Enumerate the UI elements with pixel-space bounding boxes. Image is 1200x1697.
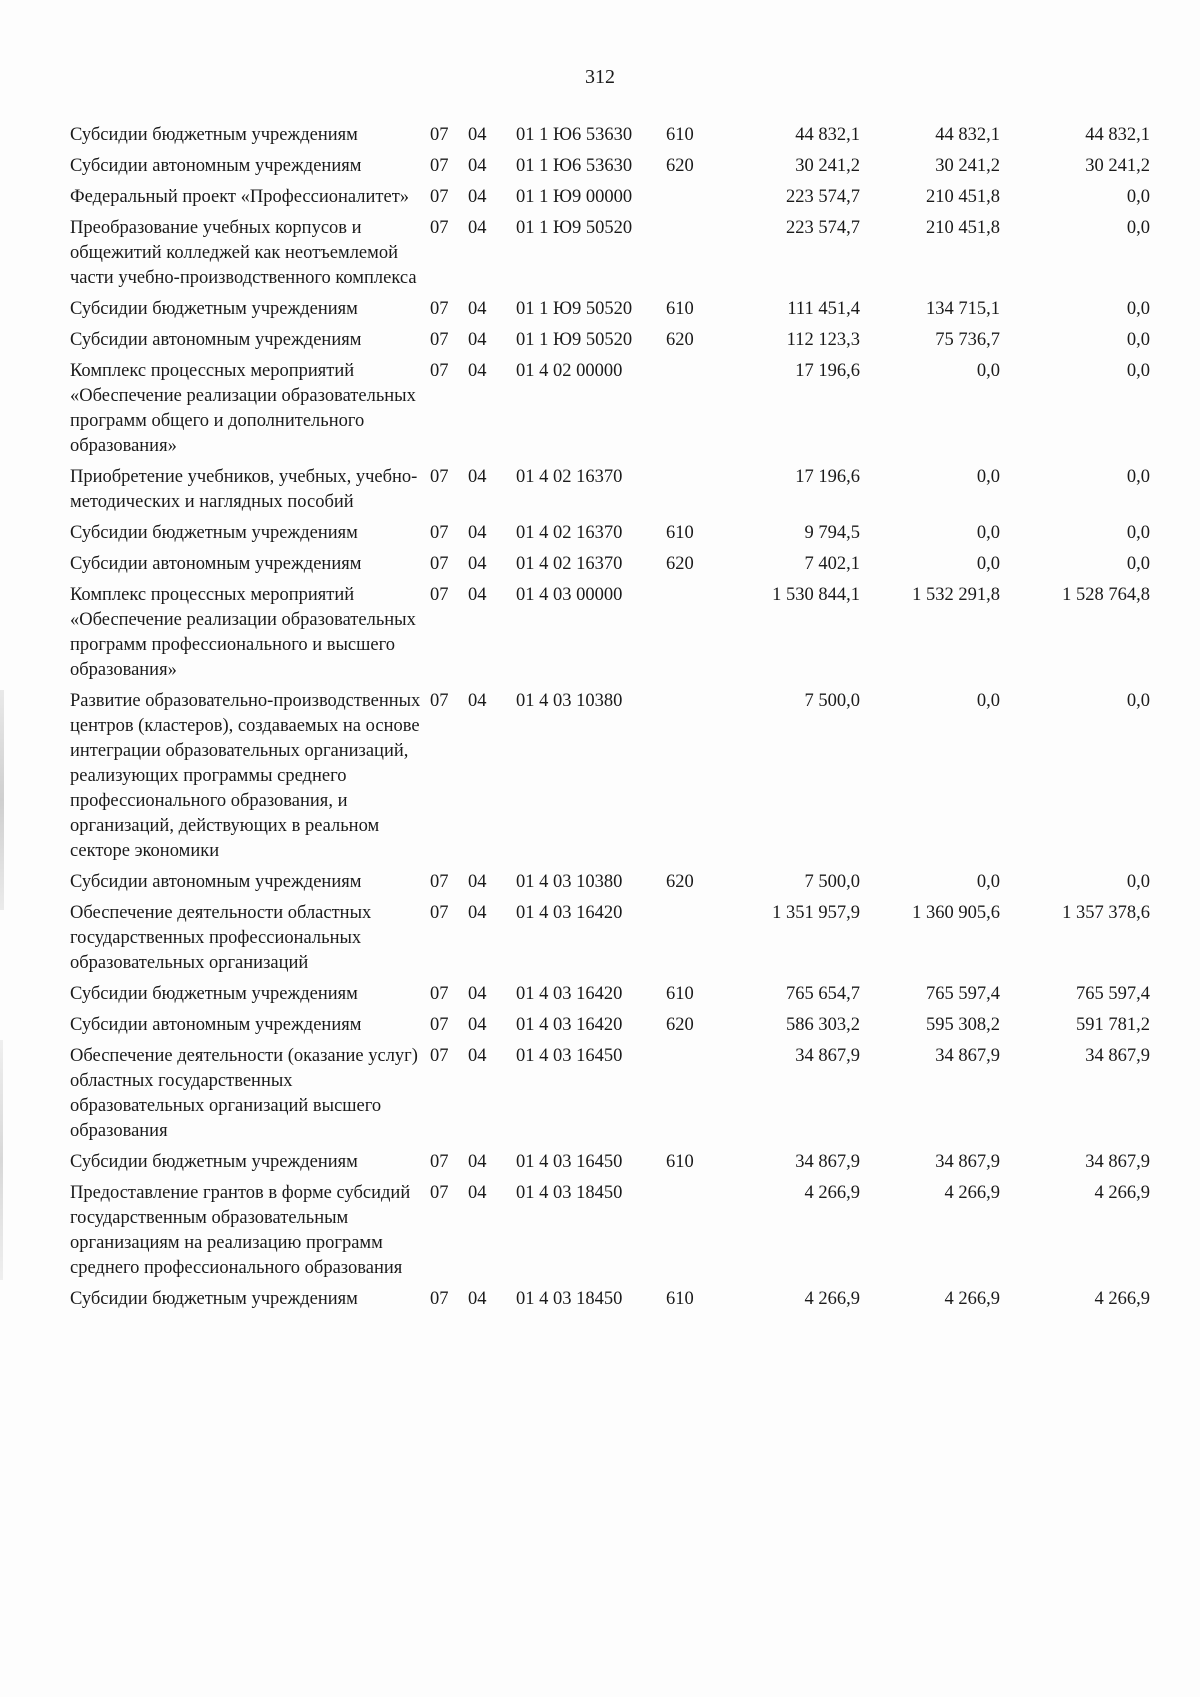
row-amount-year-2: 0,0 bbox=[976, 467, 1000, 487]
row-amount-year-1: 586 303,2 bbox=[786, 1015, 860, 1035]
row-target-article-code: 01 4 03 16420 bbox=[516, 903, 623, 923]
row-expense-type-code: 610 bbox=[666, 984, 694, 1004]
row-amount-year-3: 765 597,4 bbox=[1076, 984, 1150, 1004]
row-amount-year-3: 30 241,2 bbox=[1085, 156, 1150, 176]
row-name: Субсидии автономным учреждениям bbox=[70, 156, 362, 176]
table-row bbox=[70, 580, 1150, 686]
row-expense-type-code: 620 bbox=[666, 330, 694, 350]
row-amount-year-1: 765 654,7 bbox=[786, 984, 860, 1004]
row-section-code: 07 bbox=[430, 299, 449, 319]
row-subsection-code: 04 bbox=[468, 330, 487, 350]
row-amount-year-2: 134 715,1 bbox=[926, 299, 1000, 319]
table-row bbox=[70, 1010, 1150, 1041]
row-subsection-code: 04 bbox=[468, 691, 487, 711]
row-amount-year-1: 7 500,0 bbox=[804, 872, 860, 892]
table-row bbox=[70, 182, 1150, 213]
row-name: Комплекс процессных мероприятий «Обеспечение реализации образовательных программ профессионального и высшего образования» bbox=[70, 585, 416, 680]
row-amount-year-3: 1 528 764,8 bbox=[1062, 585, 1150, 605]
row-amount-year-3: 0,0 bbox=[1126, 691, 1150, 711]
table-row bbox=[70, 898, 1150, 979]
row-target-article-code: 01 4 03 18450 bbox=[516, 1183, 623, 1203]
row-amount-year-2: 34 867,9 bbox=[935, 1152, 1000, 1172]
row-amount-year-3: 34 867,9 bbox=[1085, 1046, 1150, 1066]
row-amount-year-2: 1 360 905,6 bbox=[912, 903, 1000, 923]
row-amount-year-3: 0,0 bbox=[1126, 330, 1150, 350]
row-target-article-code: 01 4 03 10380 bbox=[516, 691, 623, 711]
table-row bbox=[70, 120, 1150, 151]
row-expense-type-code bbox=[666, 1178, 720, 1284]
row-amount-year-2: 0,0 bbox=[976, 523, 1000, 543]
page-number: 312 bbox=[585, 66, 615, 88]
row-section-code: 07 bbox=[430, 156, 449, 176]
row-section-code: 07 bbox=[430, 585, 449, 605]
row-target-article-code: 01 4 03 16450 bbox=[516, 1046, 623, 1066]
row-amount-year-1: 112 123,3 bbox=[786, 330, 860, 350]
row-expense-type-code bbox=[666, 213, 720, 294]
row-amount-year-3: 0,0 bbox=[1126, 361, 1150, 381]
row-amount-year-2: 0,0 bbox=[976, 361, 1000, 381]
row-subsection-code: 04 bbox=[468, 1046, 487, 1066]
row-subsection-code: 04 bbox=[468, 187, 487, 207]
row-expense-type-code: 620 bbox=[666, 872, 694, 892]
row-amount-year-2: 1 532 291,8 bbox=[912, 585, 1000, 605]
table-row bbox=[70, 1147, 1150, 1178]
row-name: Субсидии бюджетным учреждениям bbox=[70, 1152, 358, 1172]
row-amount-year-1: 4 266,9 bbox=[804, 1183, 860, 1203]
row-target-article-code: 01 4 03 16450 bbox=[516, 1152, 623, 1172]
row-subsection-code: 04 bbox=[468, 299, 487, 319]
row-subsection-code: 04 bbox=[468, 156, 487, 176]
table-row bbox=[70, 151, 1150, 182]
row-amount-year-1: 223 574,7 bbox=[786, 218, 860, 238]
row-amount-year-1: 7 402,1 bbox=[804, 554, 860, 574]
row-amount-year-1: 1 530 844,1 bbox=[772, 585, 860, 605]
row-name: Преобразование учебных корпусов и общежитий колледжей как неотъемлемой части учебно-производственного комплекса bbox=[70, 218, 417, 288]
row-amount-year-3: 0,0 bbox=[1126, 299, 1150, 319]
row-amount-year-2: 75 736,7 bbox=[935, 330, 1000, 350]
scan-edge-mark bbox=[0, 690, 4, 910]
row-name: Субсидии автономным учреждениям bbox=[70, 1015, 362, 1035]
row-amount-year-3: 0,0 bbox=[1126, 523, 1150, 543]
row-expense-type-code: 620 bbox=[666, 554, 694, 574]
row-amount-year-1: 34 867,9 bbox=[795, 1152, 860, 1172]
table-row bbox=[70, 356, 1150, 462]
row-target-article-code: 01 4 02 16370 bbox=[516, 467, 623, 487]
row-target-article-code: 01 1 Ю6 53630 bbox=[516, 156, 633, 176]
row-name: Обеспечение деятельности (оказание услуг) областных государственных образовательных организаций высшего образования bbox=[70, 1046, 418, 1141]
row-section-code: 07 bbox=[430, 1152, 449, 1172]
row-section-code: 07 bbox=[430, 218, 449, 238]
row-amount-year-3: 4 266,9 bbox=[1094, 1183, 1150, 1203]
row-amount-year-1: 9 794,5 bbox=[804, 523, 860, 543]
row-name: Развитие образовательно-производственных центров (кластеров), создаваемых на основе интеграции образовательных организаций, реализующих программы среднего профессионального образования, и организаций, действующих в реальном секторе экономики bbox=[70, 691, 421, 861]
row-amount-year-1: 1 351 957,9 bbox=[772, 903, 860, 923]
row-expense-type-code: 610 bbox=[666, 125, 694, 145]
table-row bbox=[70, 979, 1150, 1010]
row-amount-year-2: 210 451,8 bbox=[926, 187, 1000, 207]
row-amount-year-3: 0,0 bbox=[1126, 872, 1150, 892]
row-subsection-code: 04 bbox=[468, 585, 487, 605]
row-name: Приобретение учебников, учебных, учебно-методических и наглядных пособий bbox=[70, 467, 418, 512]
row-expense-type-code bbox=[666, 182, 720, 213]
row-amount-year-2: 210 451,8 bbox=[926, 218, 1000, 238]
row-amount-year-2: 0,0 bbox=[976, 554, 1000, 574]
row-amount-year-3: 1 357 378,6 bbox=[1062, 903, 1150, 923]
row-subsection-code: 04 bbox=[468, 1015, 487, 1035]
row-section-code: 07 bbox=[430, 903, 449, 923]
row-target-article-code: 01 4 02 00000 bbox=[516, 361, 623, 381]
row-subsection-code: 04 bbox=[468, 125, 487, 145]
row-subsection-code: 04 bbox=[468, 872, 487, 892]
row-name: Субсидии бюджетным учреждениям bbox=[70, 984, 358, 1004]
row-section-code: 07 bbox=[430, 984, 449, 1004]
row-section-code: 07 bbox=[430, 554, 449, 574]
row-amount-year-1: 34 867,9 bbox=[795, 1046, 860, 1066]
row-expense-type-code bbox=[666, 898, 720, 979]
row-name: Субсидии бюджетным учреждениям bbox=[70, 125, 358, 145]
table-row bbox=[70, 1041, 1150, 1147]
row-target-article-code: 01 1 Ю9 00000 bbox=[516, 187, 633, 207]
row-subsection-code: 04 bbox=[468, 1152, 487, 1172]
row-amount-year-2: 595 308,2 bbox=[926, 1015, 1000, 1035]
table-row bbox=[70, 462, 1150, 518]
row-target-article-code: 01 4 03 16420 bbox=[516, 1015, 623, 1035]
row-name: Субсидии бюджетным учреждениям bbox=[70, 299, 358, 319]
row-amount-year-2: 34 867,9 bbox=[935, 1046, 1000, 1066]
row-subsection-code: 04 bbox=[468, 523, 487, 543]
row-name: Предоставление грантов в форме субсидий государственным образовательным организациям на реализацию программ среднего профессионального образования bbox=[70, 1183, 411, 1278]
row-section-code: 07 bbox=[430, 1289, 449, 1309]
row-amount-year-3: 0,0 bbox=[1126, 554, 1150, 574]
table-row bbox=[70, 294, 1150, 325]
table-row bbox=[70, 686, 1150, 867]
budget-table-body bbox=[70, 120, 1150, 1315]
row-target-article-code: 01 4 02 16370 bbox=[516, 523, 623, 543]
row-target-article-code: 01 4 03 00000 bbox=[516, 585, 623, 605]
row-amount-year-3: 4 266,9 bbox=[1094, 1289, 1150, 1309]
scan-edge-mark bbox=[0, 1040, 3, 1280]
row-expense-type-code: 620 bbox=[666, 1015, 694, 1035]
table-row bbox=[70, 518, 1150, 549]
row-amount-year-3: 34 867,9 bbox=[1085, 1152, 1150, 1172]
row-subsection-code: 04 bbox=[468, 1183, 487, 1203]
row-amount-year-1: 223 574,7 bbox=[786, 187, 860, 207]
row-amount-year-1: 111 451,4 bbox=[787, 299, 860, 319]
table-row bbox=[70, 549, 1150, 580]
row-section-code: 07 bbox=[430, 872, 449, 892]
row-section-code: 07 bbox=[430, 1046, 449, 1066]
row-name: Комплекс процессных мероприятий «Обеспечение реализации образовательных программ общего и дополнительного образования» bbox=[70, 361, 416, 456]
budget-table bbox=[70, 120, 1150, 1315]
row-target-article-code: 01 4 03 18450 bbox=[516, 1289, 623, 1309]
row-amount-year-3: 591 781,2 bbox=[1076, 1015, 1150, 1035]
row-section-code: 07 bbox=[430, 330, 449, 350]
row-amount-year-1: 4 266,9 bbox=[804, 1289, 860, 1309]
row-amount-year-3: 0,0 bbox=[1126, 467, 1150, 487]
row-amount-year-2: 765 597,4 bbox=[926, 984, 1000, 1004]
row-amount-year-3: 0,0 bbox=[1126, 187, 1150, 207]
row-amount-year-1: 17 196,6 bbox=[795, 361, 860, 381]
row-subsection-code: 04 bbox=[468, 361, 487, 381]
row-name: Субсидии автономным учреждениям bbox=[70, 330, 362, 350]
row-section-code: 07 bbox=[430, 1183, 449, 1203]
row-target-article-code: 01 1 Ю9 50520 bbox=[516, 218, 633, 238]
row-section-code: 07 bbox=[430, 361, 449, 381]
row-subsection-code: 04 bbox=[468, 554, 487, 574]
row-subsection-code: 04 bbox=[468, 984, 487, 1004]
row-amount-year-3: 0,0 bbox=[1126, 218, 1150, 238]
row-section-code: 07 bbox=[430, 125, 449, 145]
row-amount-year-1: 17 196,6 bbox=[795, 467, 860, 487]
row-amount-year-2: 4 266,9 bbox=[944, 1289, 1000, 1309]
row-amount-year-1: 30 241,2 bbox=[795, 156, 860, 176]
row-amount-year-2: 0,0 bbox=[976, 691, 1000, 711]
row-name: Обеспечение деятельности областных государственных профессиональных образовательных организаций bbox=[70, 903, 372, 973]
row-name: Субсидии бюджетным учреждениям bbox=[70, 1289, 358, 1309]
table-row bbox=[70, 1284, 1150, 1315]
row-target-article-code: 01 1 Ю6 53630 bbox=[516, 125, 633, 145]
row-expense-type-code bbox=[666, 686, 720, 867]
row-section-code: 07 bbox=[430, 1015, 449, 1035]
table-row bbox=[70, 867, 1150, 898]
row-name: Субсидии бюджетным учреждениям bbox=[70, 523, 358, 543]
row-expense-type-code bbox=[666, 462, 720, 518]
table-row bbox=[70, 213, 1150, 294]
row-subsection-code: 04 bbox=[468, 467, 487, 487]
row-target-article-code: 01 4 03 16420 bbox=[516, 984, 623, 1004]
table-row bbox=[70, 1178, 1150, 1284]
table-row bbox=[70, 325, 1150, 356]
row-section-code: 07 bbox=[430, 187, 449, 207]
row-expense-type-code: 610 bbox=[666, 523, 694, 543]
row-amount-year-3: 44 832,1 bbox=[1085, 125, 1150, 145]
row-amount-year-1: 7 500,0 bbox=[804, 691, 860, 711]
row-name: Субсидии автономным учреждениям bbox=[70, 872, 362, 892]
row-amount-year-2: 44 832,1 bbox=[935, 125, 1000, 145]
row-subsection-code: 04 bbox=[468, 1289, 487, 1309]
row-expense-type-code bbox=[666, 356, 720, 462]
row-subsection-code: 04 bbox=[468, 903, 487, 923]
row-expense-type-code: 620 bbox=[666, 156, 694, 176]
row-expense-type-code: 610 bbox=[666, 1289, 694, 1309]
row-name: Федеральный проект «Профессионалитет» bbox=[70, 187, 410, 207]
row-target-article-code: 01 1 Ю9 50520 bbox=[516, 299, 633, 319]
row-target-article-code: 01 4 02 16370 bbox=[516, 554, 623, 574]
row-expense-type-code bbox=[666, 1041, 720, 1147]
row-expense-type-code: 610 bbox=[666, 299, 694, 319]
row-amount-year-2: 30 241,2 bbox=[935, 156, 1000, 176]
row-amount-year-1: 44 832,1 bbox=[795, 125, 860, 145]
row-target-article-code: 01 1 Ю9 50520 bbox=[516, 330, 633, 350]
row-section-code: 07 bbox=[430, 523, 449, 543]
row-section-code: 07 bbox=[430, 467, 449, 487]
row-subsection-code: 04 bbox=[468, 218, 487, 238]
row-section-code: 07 bbox=[430, 691, 449, 711]
row-expense-type-code bbox=[666, 580, 720, 686]
row-target-article-code: 01 4 03 10380 bbox=[516, 872, 623, 892]
row-expense-type-code: 610 bbox=[666, 1152, 694, 1172]
row-amount-year-2: 4 266,9 bbox=[944, 1183, 1000, 1203]
row-name: Субсидии автономным учреждениям bbox=[70, 554, 362, 574]
row-amount-year-2: 0,0 bbox=[976, 872, 1000, 892]
